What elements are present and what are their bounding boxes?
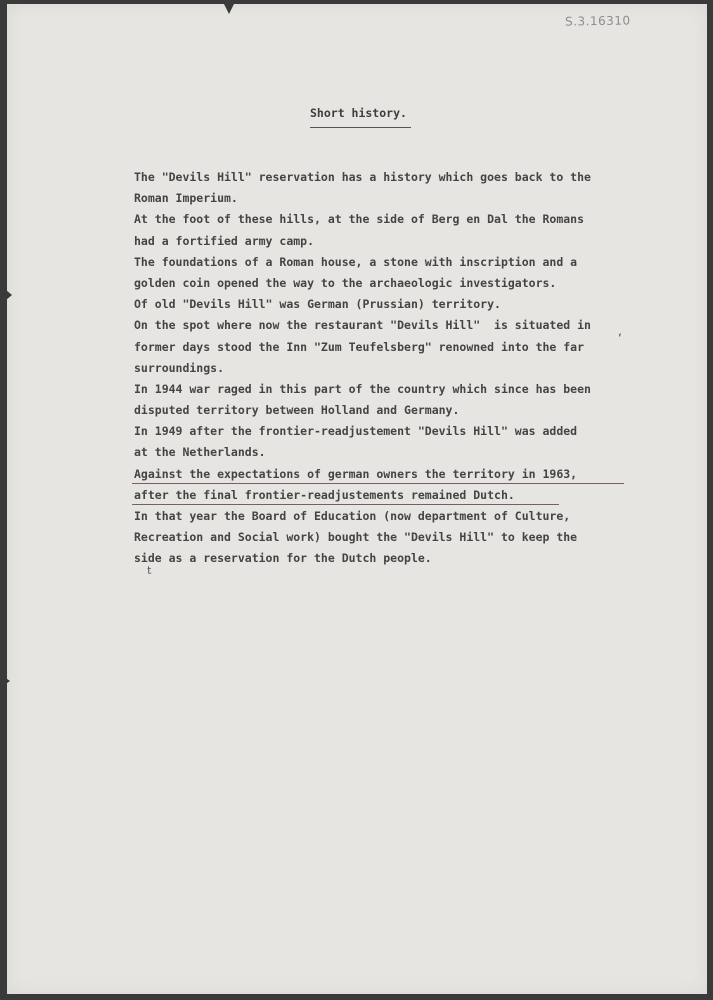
- archive-reference-mark: S.3.16310: [564, 13, 631, 29]
- document-title: Short history.: [310, 106, 407, 120]
- text-line: The foundations of a Roman house, a stone with inscription and a: [134, 254, 578, 269]
- text-line: Against the expectations of german owners the territory in 1963,: [134, 466, 578, 481]
- text-line: Roman Imperium.: [134, 191, 238, 206]
- text-line: In 1949 after the frontier-readjustement "Devils Hill" was added: [134, 424, 578, 439]
- text-line: former days stood the Inn "Zum Teufelsberg" renowned into the far: [134, 339, 585, 354]
- text-line: The "Devils Hill" reservation has a history which goes back to the: [134, 170, 591, 184]
- text-line: On the spot where now the restaurant "Devils Hill" is situated in: [134, 318, 591, 333]
- text-line: at the Netherlands.: [134, 445, 266, 460]
- text-line: Recreation and Social work) bought the "Devils Hill" to keep the: [134, 530, 578, 545]
- text-line: surroundings.: [134, 360, 225, 375]
- pen-underline: [132, 483, 624, 484]
- text-line: after the final frontier-readjustements remained Dutch.: [134, 487, 515, 502]
- text-line: In 1944 war raged in this part of the country which since has been: [134, 381, 591, 396]
- text-line: In that year the Board of Education (now department of Culture,: [134, 509, 571, 523]
- text-line: golden coin opened the way to the archaeologic investigators.: [134, 275, 557, 290]
- handwritten-correction: t: [147, 564, 152, 577]
- paper-edge-notch: [0, 674, 10, 688]
- document-body: [134, 167, 591, 570]
- paper-sheet: [7, 4, 707, 994]
- text-line: At the foot of these hills, at the side of Berg en Dal the Romans: [134, 212, 585, 227]
- text-line: side as a reservation for the Dutch people.: [134, 551, 432, 566]
- text-line: Of old "Devils Hill" was German (Prussian) territory.: [134, 297, 501, 312]
- paper-edge-notch: [0, 285, 12, 305]
- pen-underline: [132, 504, 559, 505]
- inserted-comma: ,: [617, 327, 624, 338]
- text-line: disputed territory between Holland and Germany.: [134, 403, 460, 418]
- text-line: had a fortified army camp.: [134, 233, 315, 248]
- title-underline: [310, 127, 411, 128]
- paper-edge-notch: [222, 0, 236, 14]
